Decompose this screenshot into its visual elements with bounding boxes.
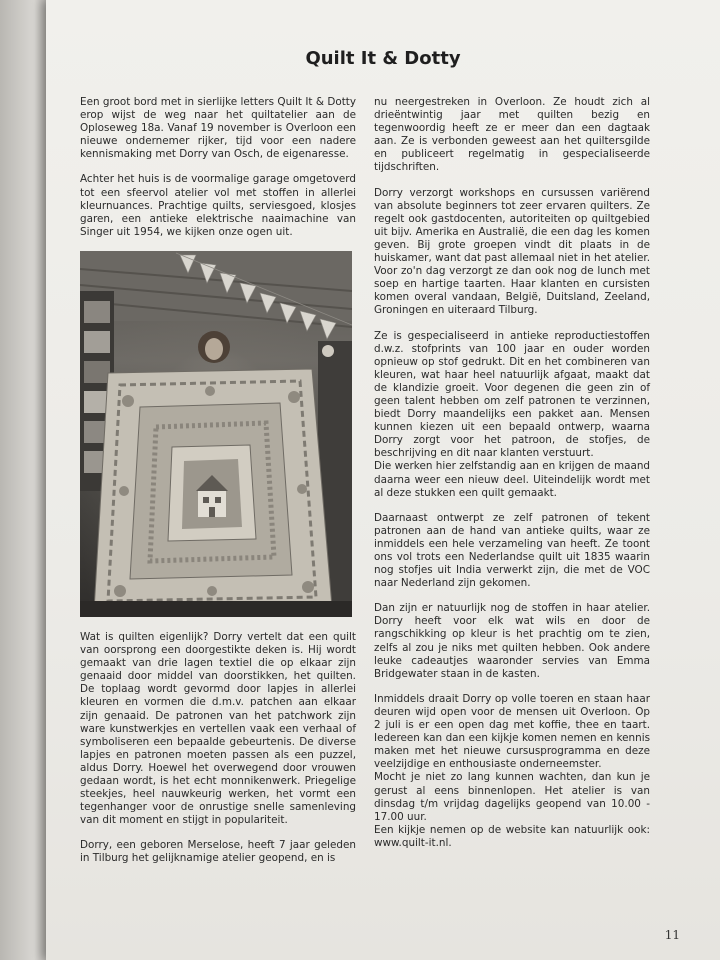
paragraph: Wat is quilten eigenlijk? Dorry vertelt dat een quilt van oorsprong een doorgestikte deken is. Hij wordt gemaakt van drie lagen textiel die op elkaar zijn genaaid door middel van doorstikken, het quilten. De toplaag wordt gevormd door lapjes in allerlei kleuren en vormen die d.m.v. patchen aan elkaar zijn genaaid. De patronen van het patchwork zijn ware kunstwerkjes en vertellen vaak een verhaal of symboliseren een bepaalde gebeurtenis. De diverse lapjes en patronen moeten passen als een puzzel, aldus Dorry. Hoewel het overwegend door vrouwen gedaan wordt, is het echt monnikenwerk. Priegelige steekjes, heel nauwkeurig werken, het vormt een tegenhanger voor de onrustige snelle samenleving van dit moment en stijgt in populariteit. [80,630,356,827]
quilt-photo-illustration [80,251,352,617]
paragraph: Ze is gespecialiseerd in antieke reproductiestoffen d.w.z. stofprints van 100 jaar en ouder worden opnieuw op stof gedrukt. Dit en het combineren van kleuren, wat haar heel natuurlijk afgaat, maakt dat de klandizie groeit. Voor degenen die geen zin of geen talent hebben om zelf patronen te verzinnen, biedt Dorry maandelijks een pakket aan. Mensen kunnen kiezen uit een bepaald ontwerp, waarna Dorry zorgt voor het patroon, de stofjes, de beschrijving en dit naar klanten verstuurt. [374,329,650,460]
paragraph: Daarnaast ontwerpt ze zelf patronen of tekent patronen aan de hand van antieke quilts, waar ze inmiddels een hele verzameling van heeft. Ze toont ons vol trots een Nederlandse quilt uit 1835 waarin nog stofjes uit India verwerkt zijn, die met de VOC naar Nederland zijn gekomen. [374,511,650,590]
paragraph: Mocht je niet zo lang kunnen wachten, dan kun je gerust al eens binnenlopen. Het atelier is van dinsdag t/m vrijdag dagelijks geopend van 10.00 - 17.00 uur. [374,771,650,823]
page-number: 11 [664,928,680,942]
paragraph: Achter het huis is de voormalige garage omgetoverd tot een sfeervol atelier vol met stoffen in allerlei kleurnuances. Prachtige quilts, serviesgoed, klosjes garen, een antieke elektrische naaimachine van Singer uit 1954, we kijken onze ogen uit. [80,173,356,238]
paragraph: Een groot bord met in sierlijke letters Quilt It & Dotty erop wijst de weg naar het quiltatelier aan de Oploseweg 18a. Vanaf 19 november is Overloon een nieuwe ondernemer rijker, tijd voor een nadere kennismaking met Dorry van Osch, de eigenaresse. [80,96,356,161]
article-title: Quilt It & Dotty [305,48,461,69]
quilt-photo [80,251,352,617]
paragraph: Dan zijn er natuurlijk nog de stoffen in haar atelier. Dorry heeft voor elk wat wils en door de rangschikking op kleur is het prachtig om te zien, zelfs al zou je niks met quilten hebben. Ook andere leuke cadeautjes waaronder servies van Emma Bridgewater staan in de kasten. [374,602,650,680]
magazine-page [46,0,720,960]
website-line: Een kijkje nemen op de website kan natuurlijk ook: www.quilt-it.nl. [374,823,650,849]
paragraph: Inmiddels draait Dorry op volle toeren en staan haar deuren wijd open voor de mensen uit Overloon. Op 2 juli is er een open dag met koffie, thee en taart. Iedereen kan dan een kijkje komen nemen en kennis maken met het nieuwe cursusprogramma en deze veelzijdige en enthousiaste onderneemster. [374,692,650,771]
paragraph: nu neergestreken in Overloon. Ze houdt zich al drieëntwintig jaar met quilten bezig en tegenwoordig heeft ze er meer dan een dagtaak aan. Ze is verbonden geweest aan het quiltersgilde en publiceert regelmatig in gespecialiseerde tijdschriften. [374,96,650,174]
paragraph: Dorry, een geboren Merselose, heeft 7 jaar geleden in Tilburg het gelijknamige atelier geopend, en is [80,839,356,865]
quilt [94,369,332,611]
left-column [80,96,356,878]
paragraph: Dorry verzorgt workshops en cursussen variërend van absolute beginners tot zeer ervaren quilters. Ze regelt ook gastdocenten, autoriteiten op quiltgebied uit bijv. Amerika en Australië, die een dag les komen geven. Bij grote groepen vindt dit plaats in de huiskamer, want dat past allemaal niet in het atelier. Voor zo'n dag verzorgt ze dan ook nog de lunch met soep en hartige taarten. Haar klanten en cursisten komen overal vandaan, België, Duitsland, Zeeland, Groningen en uiteraard Tilburg. [374,186,650,317]
paragraph: Die werken hier zelfstandig aan en krijgen de maand daarna weer een nieuw deel. Uiteindelijk wordt met al deze stukken een quilt gemaakt. [374,460,650,499]
right-column [374,96,650,862]
